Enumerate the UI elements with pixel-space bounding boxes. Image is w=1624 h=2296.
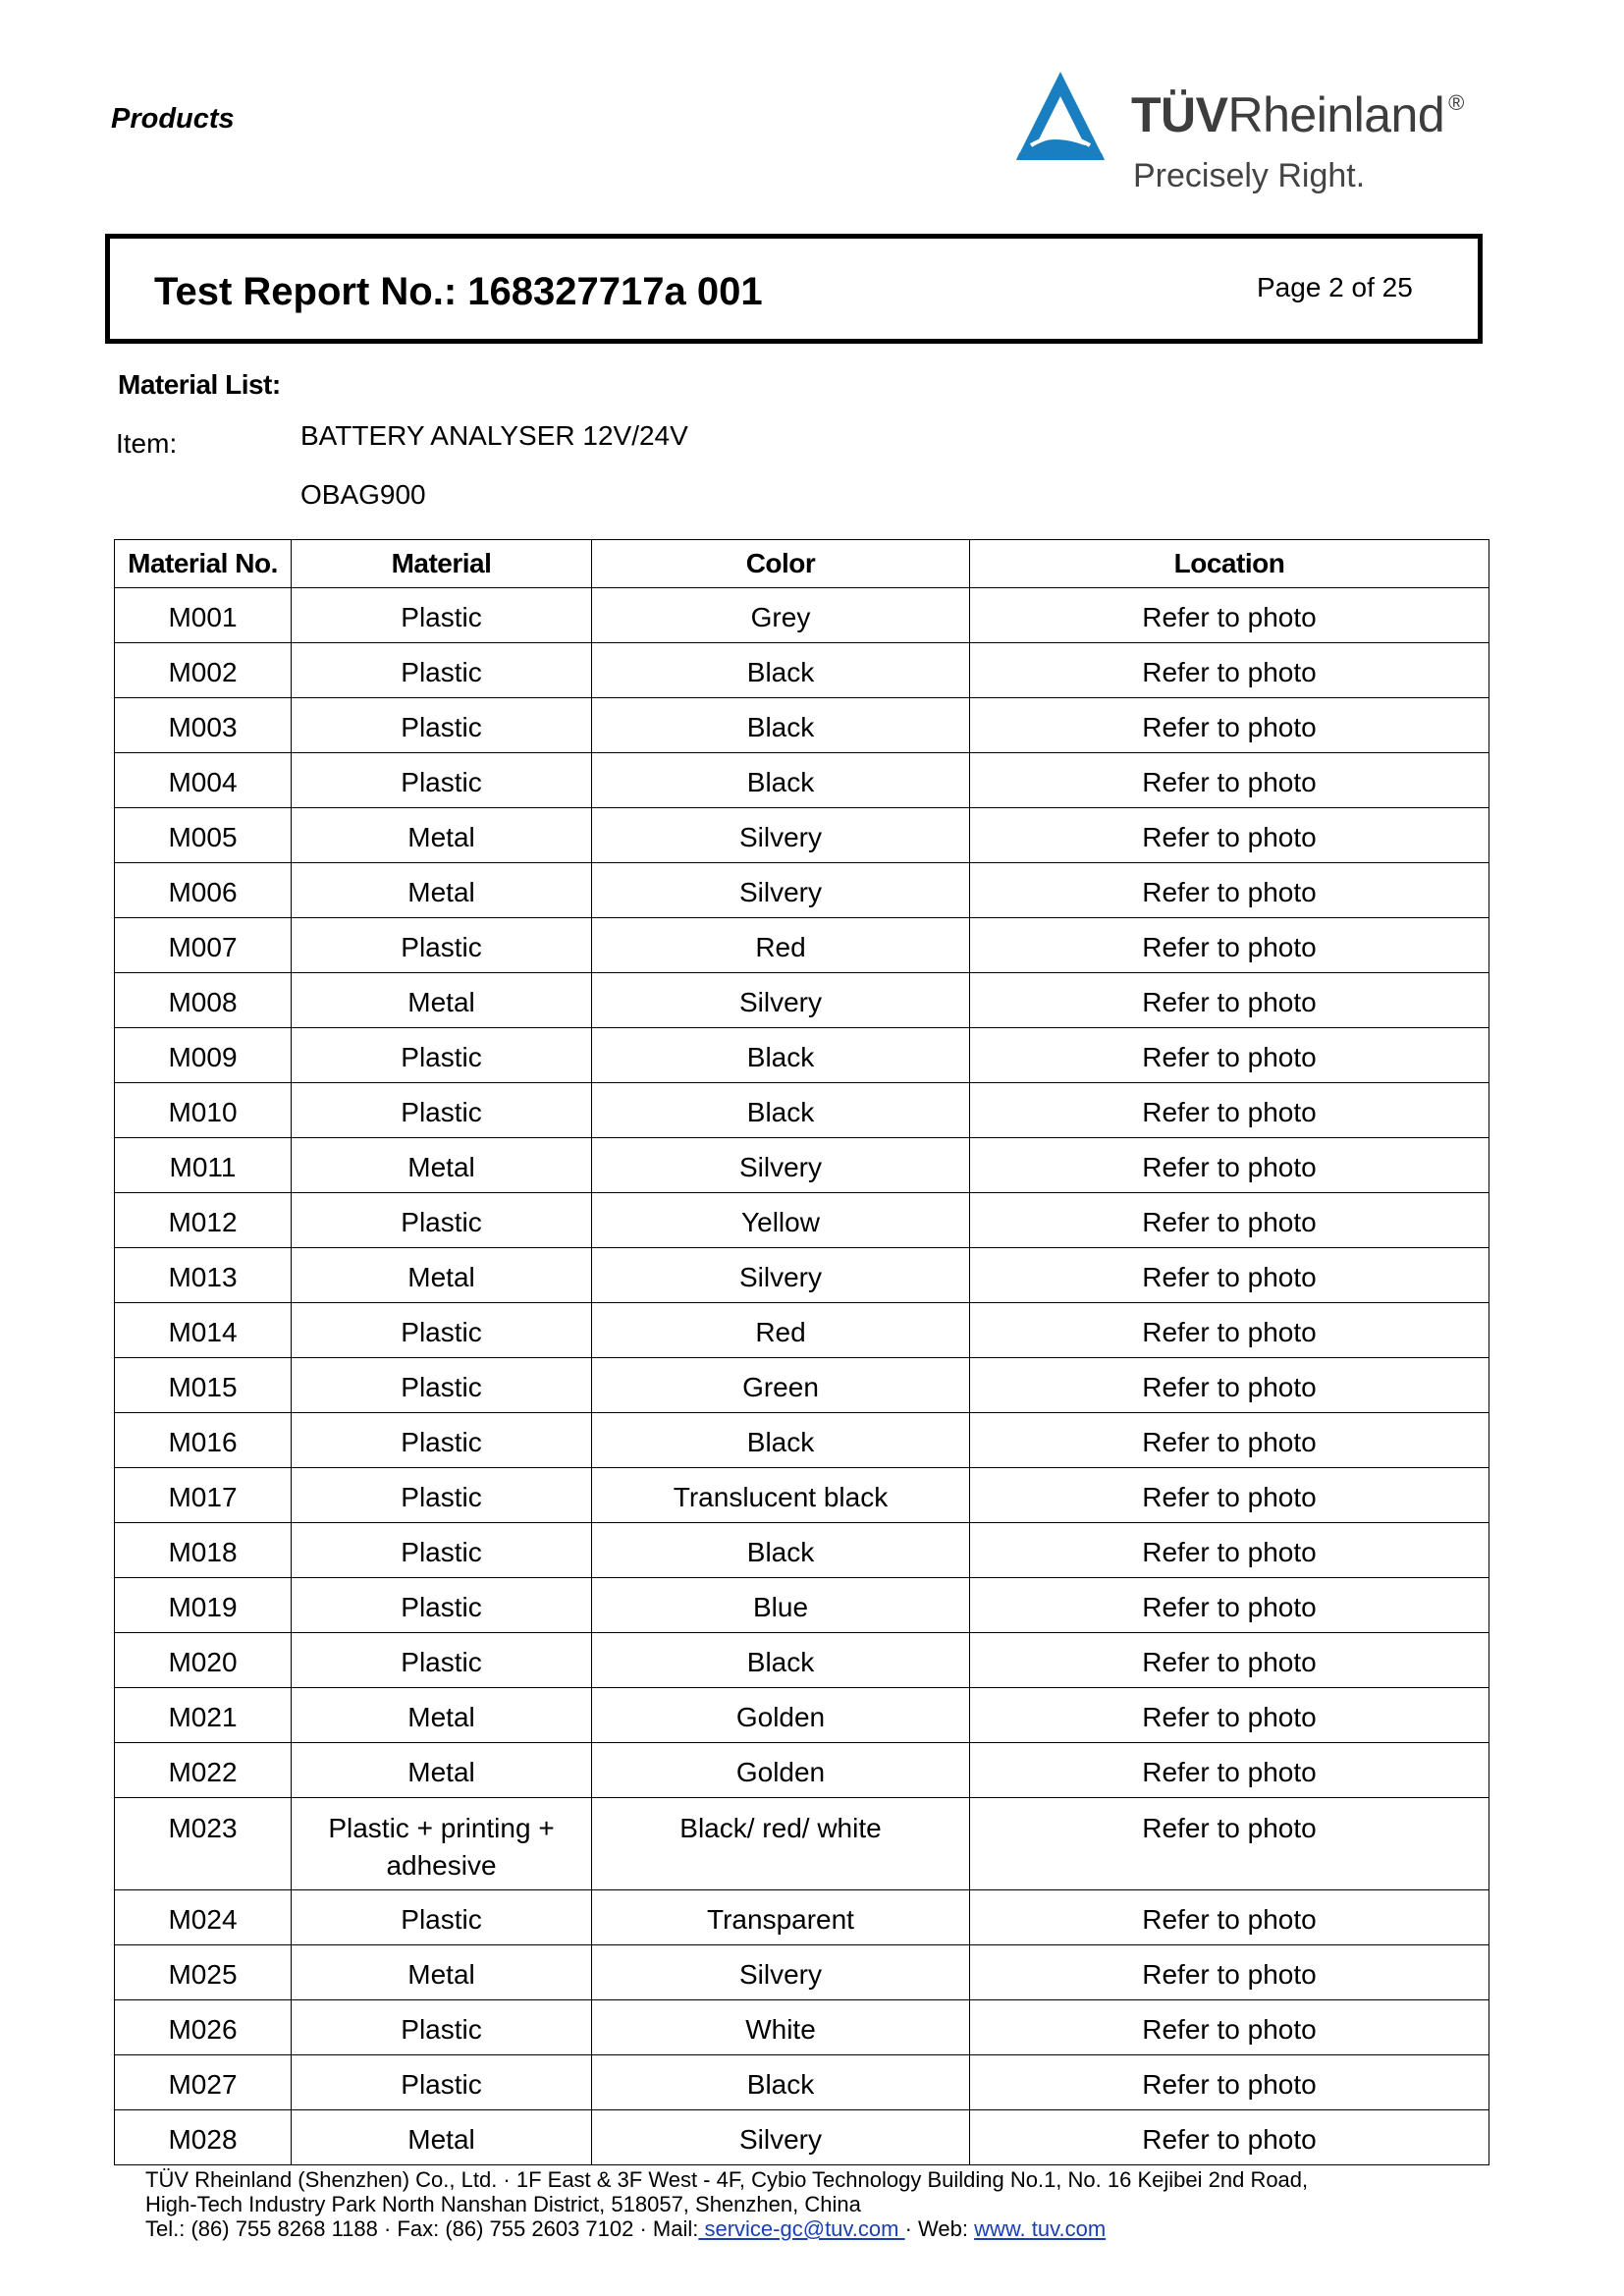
table-cell: Refer to photo [970, 918, 1489, 973]
table-cell: Silvery [592, 808, 970, 863]
item-name: BATTERY ANALYSER 12V/24V [300, 420, 688, 451]
table-row [115, 973, 1489, 1028]
table-row [115, 1083, 1489, 1138]
table-cell: Metal [292, 2110, 592, 2165]
table-cell: Refer to photo [970, 1468, 1489, 1523]
brand-tagline: Precisely Right. [1133, 157, 1366, 194]
table-row [115, 1890, 1489, 1945]
table-cell: Refer to photo [970, 1633, 1489, 1688]
table-cell: Refer to photo [970, 2110, 1489, 2165]
table-cell: Silvery [592, 973, 970, 1028]
table-cell: M011 [115, 1138, 292, 1193]
table-cell: Plastic [292, 1193, 592, 1248]
table-row [115, 2000, 1489, 2055]
table-row [115, 808, 1489, 863]
table-cell: Refer to photo [970, 863, 1489, 918]
table-cell: Refer to photo [970, 1413, 1489, 1468]
table-row [115, 1138, 1489, 1193]
table-cell: Metal [292, 1138, 592, 1193]
table-cell: Refer to photo [970, 588, 1489, 643]
table-cell: M019 [115, 1578, 292, 1633]
table-cell: Blue [592, 1578, 970, 1633]
table-cell: Plastic [292, 1028, 592, 1083]
table-cell: Plastic [292, 2055, 592, 2110]
table-row [115, 1798, 1489, 1890]
table-cell: Plastic [292, 1468, 592, 1523]
table-cell: M028 [115, 2110, 292, 2165]
table-cell: Refer to photo [970, 643, 1489, 698]
table-cell: M014 [115, 1303, 292, 1358]
table-row [115, 1193, 1489, 1248]
table-cell: M013 [115, 1248, 292, 1303]
table-cell: Metal [292, 1688, 592, 1743]
table-row [115, 2110, 1489, 2165]
table-row [115, 918, 1489, 973]
table-cell: Plastic [292, 643, 592, 698]
table-cell: Green [592, 1358, 970, 1413]
table-cell: M024 [115, 1890, 292, 1945]
table-cell: Plastic [292, 753, 592, 808]
table-cell: Refer to photo [970, 973, 1489, 1028]
column-header: Location [970, 540, 1489, 588]
table-cell: Grey [592, 588, 970, 643]
mail-link[interactable]: service-gc@tuv.com [698, 2216, 905, 2241]
report-header-box [105, 234, 1483, 344]
table-cell: Plastic [292, 1083, 592, 1138]
column-header: Color [592, 540, 970, 588]
table-cell: Metal [292, 1945, 592, 2000]
table-cell: Refer to photo [970, 1358, 1489, 1413]
table-cell: Refer to photo [970, 1578, 1489, 1633]
table-cell: Metal [292, 863, 592, 918]
triangle-logo-icon [1011, 67, 1110, 165]
table-cell: Refer to photo [970, 1083, 1489, 1138]
table-cell: Black [592, 1523, 970, 1578]
table-row [115, 698, 1489, 753]
table-cell: Metal [292, 1248, 592, 1303]
table-cell: Black [592, 1413, 970, 1468]
material-list-heading: Material List: [118, 369, 281, 400]
table-cell: Refer to photo [970, 753, 1489, 808]
table-row [115, 1688, 1489, 1743]
table-cell: Plastic [292, 2000, 592, 2055]
table-cell: Plastic [292, 1413, 592, 1468]
footer-contact-line: Tel.: (86) 755 8268 1188 · Fax: (86) 755 2603 7102 · Mail: service-gc@tuv.com · Web: www. tuv.com [145, 2216, 1107, 2241]
table-cell: M018 [115, 1523, 292, 1578]
table-cell: M027 [115, 2055, 292, 2110]
table-cell: Metal [292, 808, 592, 863]
table-cell: Refer to photo [970, 2000, 1489, 2055]
table-cell: Refer to photo [970, 1743, 1489, 1798]
table-cell: M010 [115, 1083, 292, 1138]
table-cell: Silvery [592, 2110, 970, 2165]
table-cell: Refer to photo [970, 1945, 1489, 2000]
footer [145, 2167, 1308, 2241]
table-row [115, 1028, 1489, 1083]
table-cell: M002 [115, 643, 292, 698]
column-header: Material [292, 540, 592, 588]
table-cell: Black [592, 698, 970, 753]
table-cell: Golden [592, 1743, 970, 1798]
table-cell: Plastic [292, 1358, 592, 1413]
table-row [115, 1945, 1489, 2000]
table-row [115, 2055, 1489, 2110]
table-cell: M025 [115, 1945, 292, 2000]
item-model: OBAG900 [300, 479, 426, 510]
table-cell: Metal [292, 973, 592, 1028]
table-cell: Plastic [292, 918, 592, 973]
table-row [115, 1523, 1489, 1578]
table-cell: Golden [592, 1688, 970, 1743]
table-cell: Plastic [292, 588, 592, 643]
table-cell: Refer to photo [970, 1523, 1489, 1578]
table-cell: Refer to photo [970, 808, 1489, 863]
table-cell: Transparent [592, 1890, 970, 1945]
table-cell: Plastic [292, 1633, 592, 1688]
item-label: Item: [116, 428, 178, 459]
table-row [115, 1578, 1489, 1633]
table-cell: Refer to photo [970, 1138, 1489, 1193]
table-cell: M022 [115, 1743, 292, 1798]
table-cell: Refer to photo [970, 1303, 1489, 1358]
table-cell: White [592, 2000, 970, 2055]
table-cell: Metal [292, 1743, 592, 1798]
column-header: Material No. [115, 540, 292, 588]
table-cell: Silvery [592, 863, 970, 918]
table-cell: Black [592, 1083, 970, 1138]
table-cell: M023 [115, 1798, 292, 1890]
table-row [115, 588, 1489, 643]
table-row [115, 1303, 1489, 1358]
table-cell: Refer to photo [970, 2055, 1489, 2110]
table-cell: Plastic + printing + adhesive [292, 1798, 592, 1890]
section-label: Products [111, 103, 235, 135]
table-header-row [115, 540, 1489, 588]
brand-name: TÜVRheinland ® [1131, 87, 1464, 142]
report-title: Test Report No.: 168327717a 001 [154, 270, 763, 313]
table-cell: Plastic [292, 1303, 592, 1358]
table-row [115, 1468, 1489, 1523]
table-cell: M009 [115, 1028, 292, 1083]
table-cell: Black [592, 1633, 970, 1688]
table-cell: Black [592, 643, 970, 698]
table-row [115, 1248, 1489, 1303]
table-cell: Refer to photo [970, 1248, 1489, 1303]
table-cell: Refer to photo [970, 1193, 1489, 1248]
table-cell: Black [592, 2055, 970, 2110]
table-row [115, 863, 1489, 918]
table-cell: Black [592, 753, 970, 808]
table-cell: Refer to photo [970, 1028, 1489, 1083]
table-cell: Black [592, 1028, 970, 1083]
table-cell: M021 [115, 1688, 292, 1743]
table-cell: M005 [115, 808, 292, 863]
tuv-rheinland-logo [1011, 67, 1502, 204]
table-cell: M006 [115, 863, 292, 918]
table-cell: M001 [115, 588, 292, 643]
table-cell: M008 [115, 973, 292, 1028]
table-cell: Yellow [592, 1193, 970, 1248]
footer-address-line1: TÜV Rheinland (Shenzhen) Co., Ltd. · 1F East & 3F West - 4F, Cybio Technology Building No.1, No. 16 Kejibei 2nd Road, [145, 2167, 1309, 2192]
table-cell: M004 [115, 753, 292, 808]
footer-address-line2: High-Tech Industry Park North Nanshan District, 518057, Shenzhen, China [145, 2192, 861, 2216]
table-cell: M020 [115, 1633, 292, 1688]
table-cell: M012 [115, 1193, 292, 1248]
table-cell: M026 [115, 2000, 292, 2055]
page-number: Page 2 of 25 [1257, 272, 1413, 302]
table-cell: M015 [115, 1358, 292, 1413]
table-cell: Translucent black [592, 1468, 970, 1523]
table-cell: Refer to photo [970, 1798, 1489, 1890]
material-table [114, 539, 1489, 2165]
table-cell: Silvery [592, 1138, 970, 1193]
table-cell: M016 [115, 1413, 292, 1468]
table-cell: Red [592, 1303, 970, 1358]
table-cell: Black/ red/ white [592, 1798, 970, 1890]
table-cell: Plastic [292, 1578, 592, 1633]
table-cell: Refer to photo [970, 1688, 1489, 1743]
table-cell: Refer to photo [970, 1890, 1489, 1945]
table-row [115, 1358, 1489, 1413]
table-cell: Red [592, 918, 970, 973]
table-cell: Plastic [292, 1890, 592, 1945]
table-cell: Plastic [292, 698, 592, 753]
web-link[interactable]: www. tuv.com [974, 2216, 1107, 2241]
table-cell: Refer to photo [970, 698, 1489, 753]
table-cell: Plastic [292, 1523, 592, 1578]
table-row [115, 1633, 1489, 1688]
table-row [115, 643, 1489, 698]
table-cell: Silvery [592, 1945, 970, 2000]
table-cell: M003 [115, 698, 292, 753]
table-row [115, 753, 1489, 808]
table-cell: M017 [115, 1468, 292, 1523]
table-row [115, 1413, 1489, 1468]
table-cell: M007 [115, 918, 292, 973]
table-row [115, 1743, 1489, 1798]
table-cell: Silvery [592, 1248, 970, 1303]
